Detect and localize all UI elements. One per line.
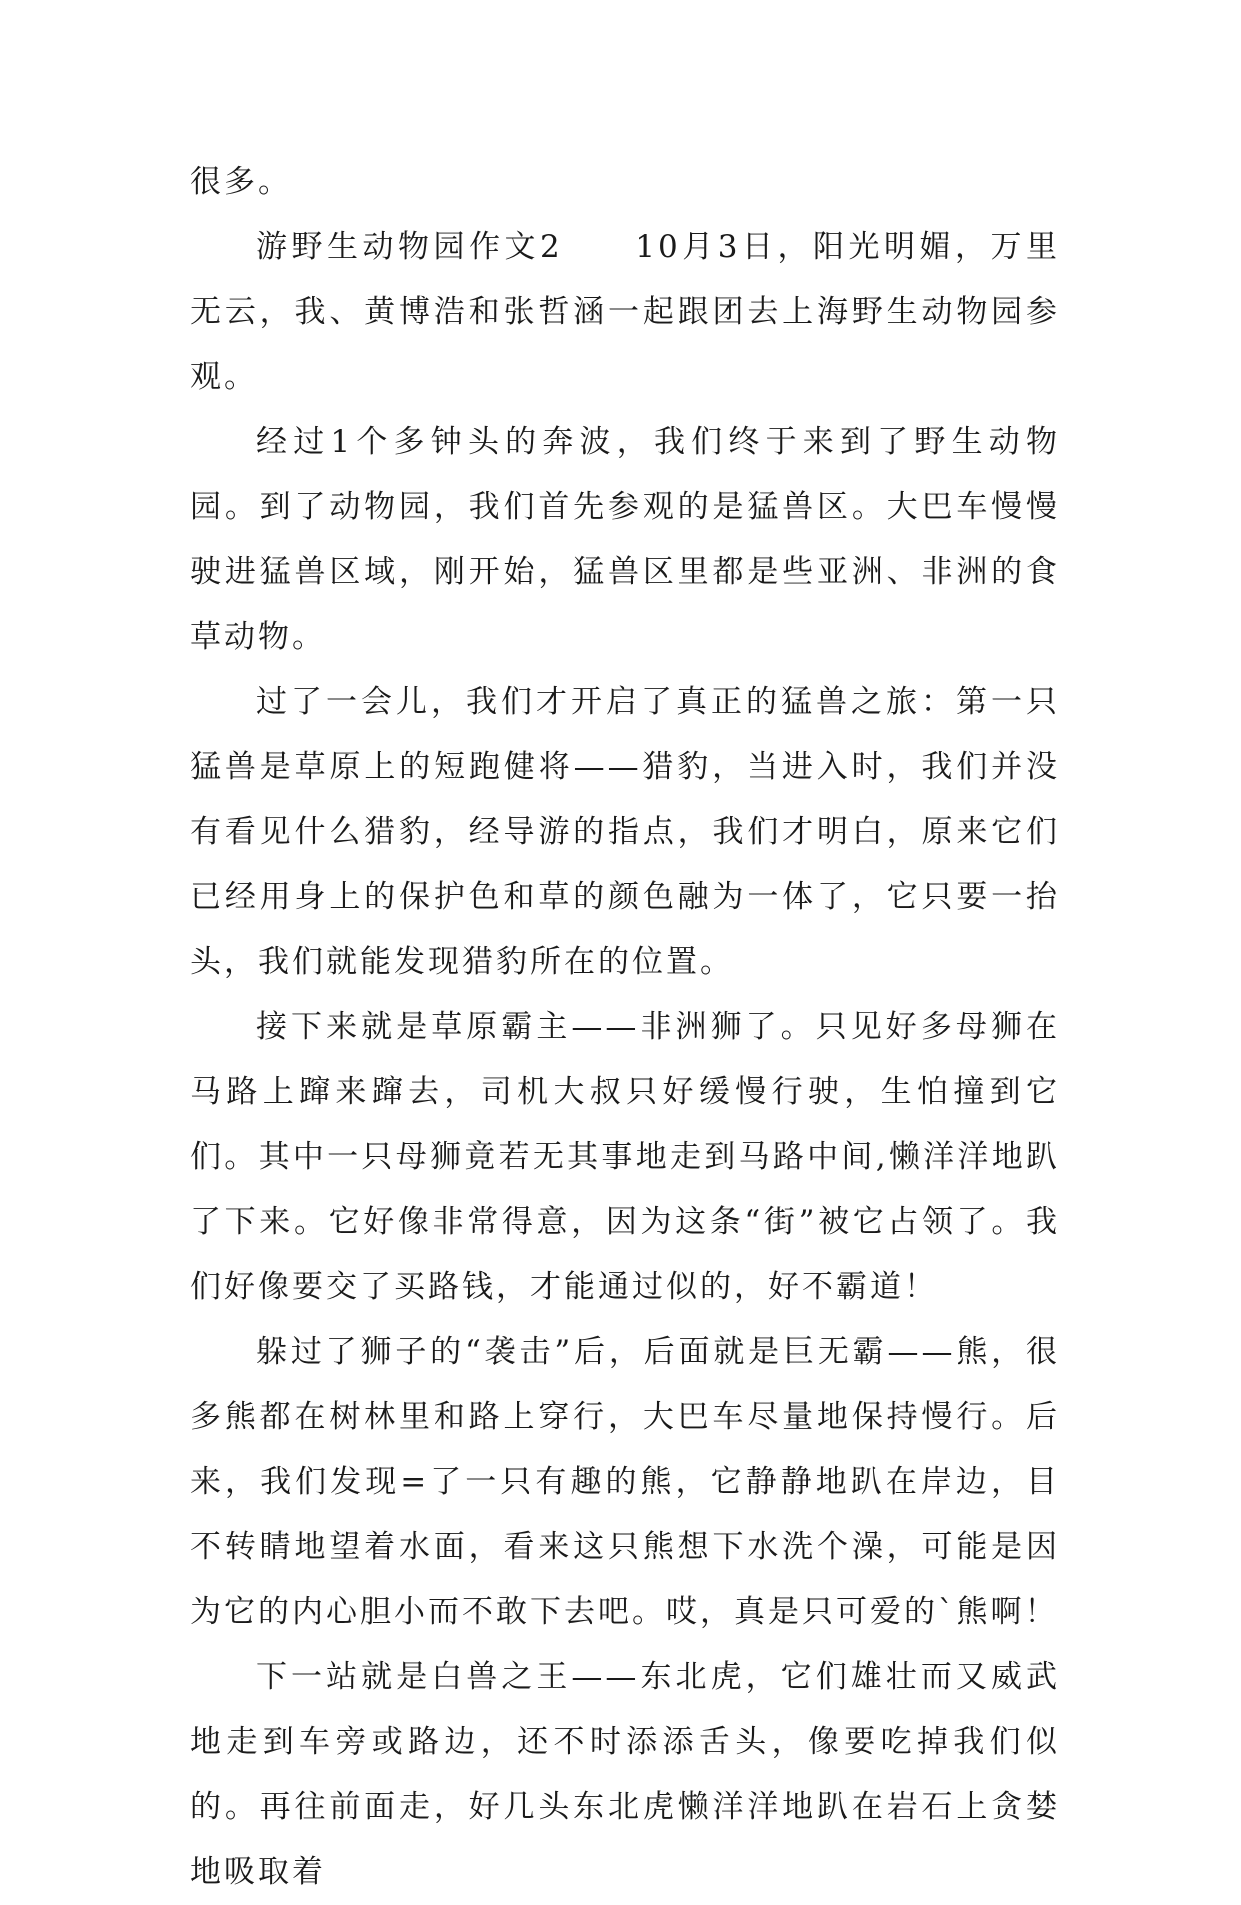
paragraph: 躲过了狮子的“袭击”后，后面就是巨无霸——熊，很多熊都在树林里和路上穿行，大巴车尽量地保持慢行。后来，我们发现=了一只有趣的熊，它静静地趴在岸边，目不转睛地望着水面，看来这只熊想下水洗个澡，可能是因为它的内心胆小而不敢下去吧。哎，真是只可爱的`熊啊！ bbox=[190, 1334, 1060, 1630]
paragraph: 很多。 bbox=[190, 164, 292, 200]
paragraph: 游野生动物园作文2 10月3日，阳光明媚，万里无云，我、黄博浩和张哲涵一起跟团去上海野生动物园参观。 bbox=[190, 229, 1060, 395]
paragraph: 下一站就是白兽之王——东北虎，它们雄壮而又威武地走到车旁或路边，还不时添添舌头，像要吃掉我们似的。再往前面走，好几头东北虎懒洋洋地趴在岩石上贪婪地吸取着 bbox=[190, 1659, 1060, 1890]
paragraph: 接下来就是草原霸主——非洲狮了。只见好多母狮在马路上蹿来蹿去，司机大叔只好缓慢行驶，生怕撞到它们。其中一只母狮竟若无其事地走到马路中间,懒洋洋地趴了下来。它好像非常得意，因为这条“街”被它占领了。我们好像要交了买路钱，才能通过似的，好不霸道！ bbox=[190, 1009, 1060, 1305]
paragraph: 过了一会儿，我们才开启了真正的猛兽之旅：第一只猛兽是草原上的短跑健将——猎豹，当进入时，我们并没有看见什么猎豹，经导游的指点，我们才明白，原来它们已经用身上的保护色和草的颜色融为一体了，它只要一抬头，我们就能发现猎豹所在的位置。 bbox=[190, 684, 1060, 980]
document-body bbox=[190, 150, 1060, 1905]
paragraph: 经过1个多钟头的奔波，我们终于来到了野生动物园。到了动物园，我们首先参观的是猛兽区。大巴车慢慢驶进猛兽区域，刚开始，猛兽区里都是些亚洲、非洲的食草动物。 bbox=[190, 424, 1060, 655]
